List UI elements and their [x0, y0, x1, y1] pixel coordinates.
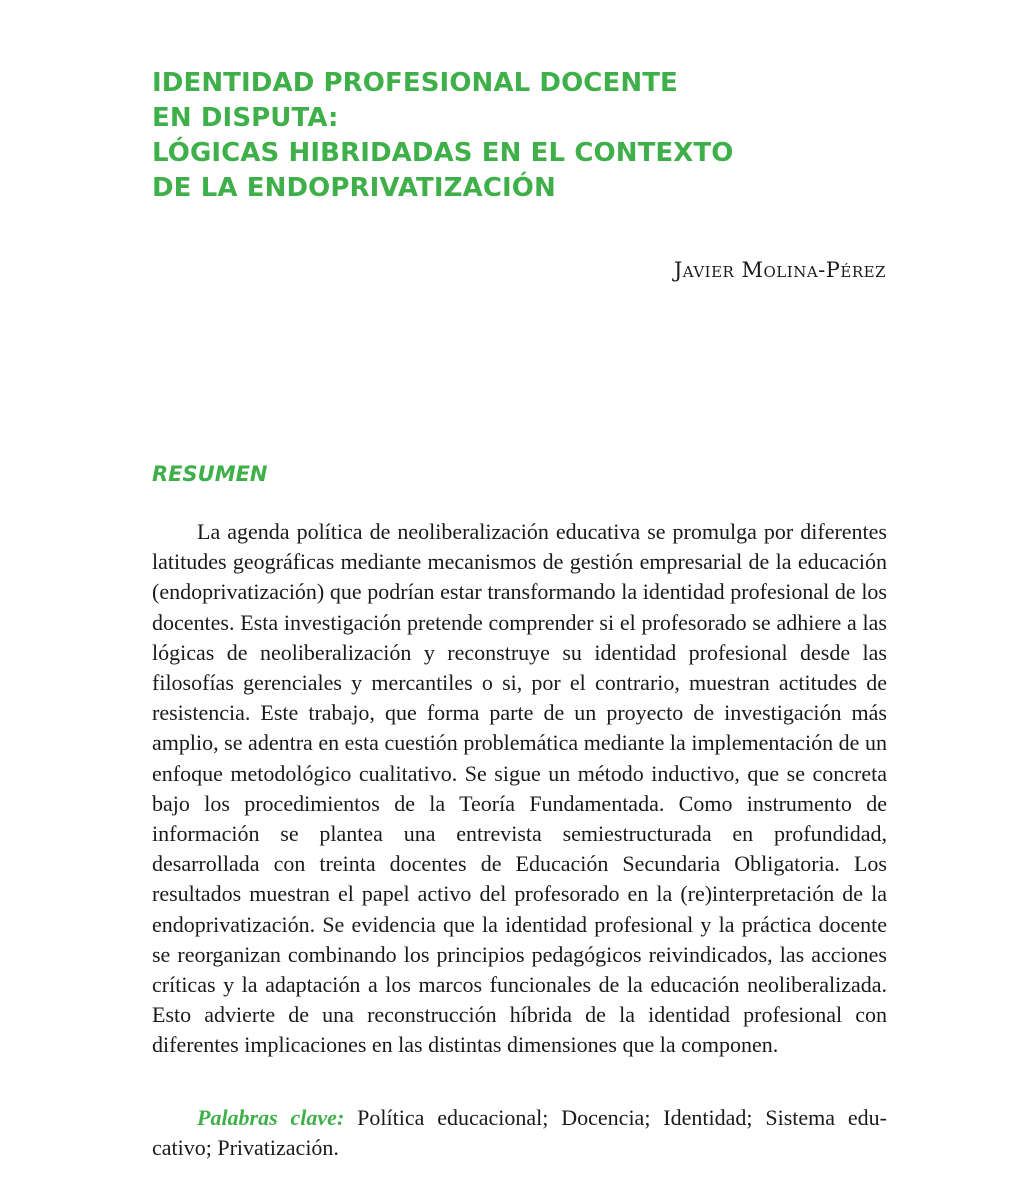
title-line-1: IDENTIDAD PROFESIONAL DOCENTE — [152, 68, 678, 98]
keywords-paragraph — [152, 1103, 887, 1163]
author-name: Javier Molina-Pérez — [673, 258, 886, 282]
keywords-list: Política educacional; Docencia; Identidad; Sistema educativo; Privatización. — [152, 1105, 887, 1161]
paper-title — [152, 66, 852, 206]
title-line-2: EN DISPUTA: — [152, 103, 339, 133]
title-line-4: DE LA ENDOPRIVATIZACIÓN — [152, 173, 556, 203]
title-line-3: LÓGICAS HIBRIDADAS EN EL CONTEXTO — [152, 138, 734, 168]
keywords-label: Palabras clave: — [197, 1105, 345, 1130]
abstract-body: La agenda política de neoliberalización educativa se promulga por diferentes latitudes geográficas mediante mecanismos de gestión empresarial de la educación (endoprivatización) que podrían estar transformando la identidad profesional de los docentes. Esta investigación pretende comprender si el profesorado se adhiere a las lógicas de neoliberalización y reconstruye su identidad profesional desde las filosofías gerenciales y mercantiles o si, por el contrario, muestran actitudes de resistencia. Este trabajo, que forma parte de un proyecto de investigación más amplio, se adentra en esta cuestión problemática mediante la implementación de un enfoque metodológico cualitativo. Se sigue un método inductivo, que se concreta bajo los procedimientos de la Teoría Fundamentada. Como instrumento de información se plantea una entrevista semiestructurada en profundidad, desarrollada con treinta docentes de Educación Secundaria Obligatoria. Los resultados muestran el papel activo del profesorado en la (re)interpretación de la endoprivatización. Se evidencia que la identidad profesional y la práctica docente se reorganizan combinando los principios pedagógicos reivindicados, las acciones críticas y la adaptación a los marcos funcionales de la educación neoliberalizada. Esto advierte de una reconstrucción híbrida de la identidad profesional con diferentes implicaciones en las distintas dimensiones que la componen. — [152, 519, 887, 1058]
abstract-heading: RESUMEN — [152, 462, 268, 486]
